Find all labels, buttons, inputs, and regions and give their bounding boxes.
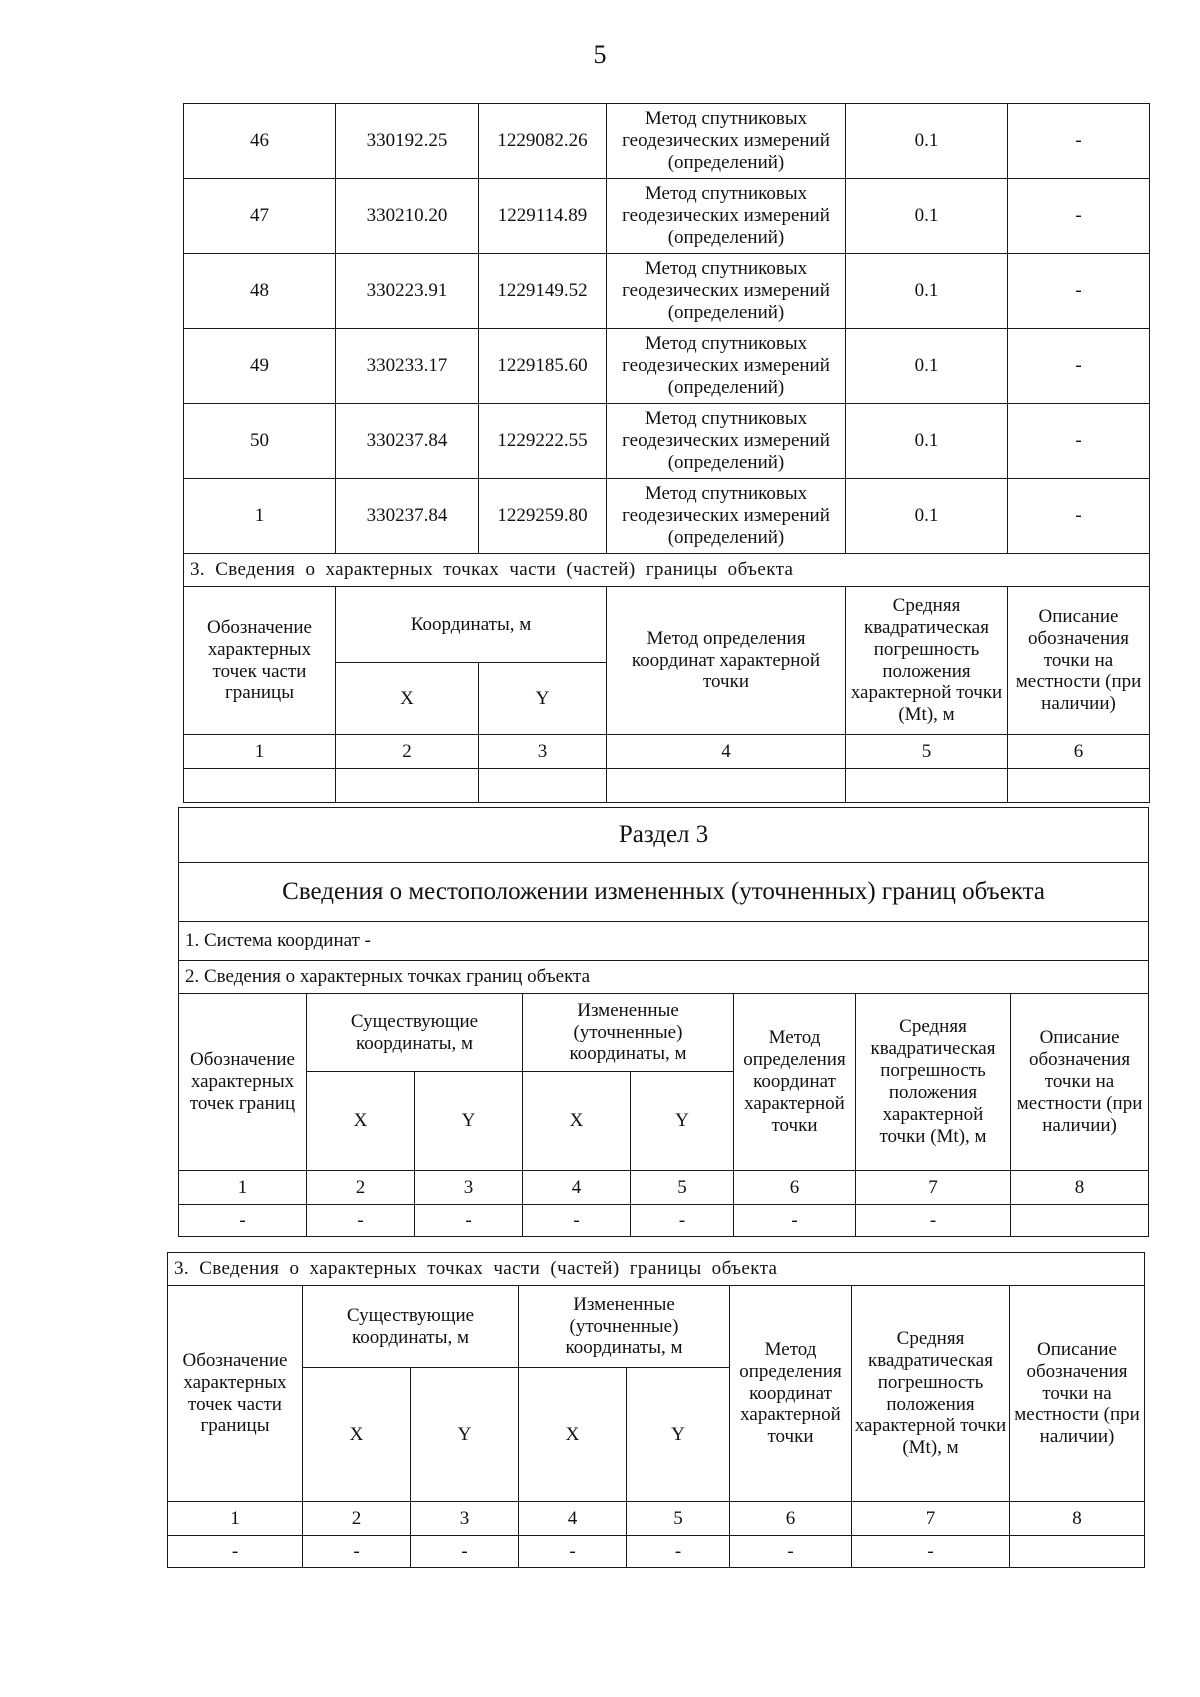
points-title: 2. Сведения о характерных точках границ объекта bbox=[179, 961, 1149, 994]
y-cell: 1229222.55 bbox=[479, 404, 607, 479]
column-number: 7 bbox=[852, 1502, 1010, 1536]
column-number: 5 bbox=[631, 1171, 734, 1205]
column-numbers-row bbox=[184, 735, 1150, 769]
x-header: X bbox=[519, 1368, 627, 1502]
section-heading: Сведения о местоположении измененных (уточненных) границ объекта bbox=[179, 863, 1149, 922]
dash-cell: - bbox=[307, 1205, 415, 1237]
mt-cell: 0.1 bbox=[846, 104, 1008, 179]
x-header: X bbox=[307, 1072, 415, 1171]
table-row bbox=[179, 1205, 1149, 1237]
method-cell: Метод спутниковых геодезических измерений (определений) bbox=[607, 479, 846, 554]
dash-cell: - bbox=[168, 1536, 303, 1568]
part-points-title: 3. Сведения о характерных точках части (частей) границы объекта bbox=[168, 1253, 1145, 1286]
table-row bbox=[184, 479, 1150, 554]
dash-cell: - bbox=[734, 1205, 856, 1237]
method-header: Метод определения координат характерной точки bbox=[734, 994, 856, 1171]
column-number: 3 bbox=[411, 1502, 519, 1536]
y-header: Y bbox=[627, 1368, 730, 1502]
column-number: 1 bbox=[168, 1502, 303, 1536]
empty-cell bbox=[184, 769, 336, 803]
dash-cell: - bbox=[523, 1205, 631, 1237]
dash-cell: - bbox=[856, 1205, 1011, 1237]
y-header: Y bbox=[415, 1072, 523, 1171]
dash-cell: - bbox=[411, 1536, 519, 1568]
method-header: Метод определения координат характерной точки bbox=[730, 1286, 852, 1502]
column-number: 7 bbox=[856, 1171, 1011, 1205]
point-cell: 49 bbox=[184, 329, 336, 404]
table-row bbox=[184, 104, 1150, 179]
column-number: 6 bbox=[730, 1502, 852, 1536]
desc-header: Описание обозначения точки на местности (при наличии) bbox=[1010, 1286, 1145, 1502]
dash-cell: - bbox=[627, 1536, 730, 1568]
x-cell: 330223.91 bbox=[336, 254, 479, 329]
method-cell: Метод спутниковых геодезических измерений (определений) bbox=[607, 404, 846, 479]
column-number: 2 bbox=[307, 1171, 415, 1205]
point-cell: 50 bbox=[184, 404, 336, 479]
column-number: 8 bbox=[1010, 1502, 1145, 1536]
empty-cell bbox=[846, 769, 1008, 803]
changed-coords-header: Измененные (уточненные) координаты, м bbox=[519, 1286, 730, 1368]
mt-cell: 0.1 bbox=[846, 329, 1008, 404]
page-number: 5 bbox=[593, 40, 607, 69]
designation-header: Обозначение характерных точек части границы bbox=[168, 1286, 303, 1502]
x-cell: 330237.84 bbox=[336, 479, 479, 554]
x-cell: 330210.20 bbox=[336, 179, 479, 254]
column-number: 6 bbox=[734, 1171, 856, 1205]
coords-header: Координаты, м bbox=[336, 587, 607, 663]
mt-header: Средняя квадратическая погрешность положения характерной точки (Mt), м bbox=[852, 1286, 1010, 1502]
column-number: 4 bbox=[523, 1171, 631, 1205]
dash-cell: - bbox=[730, 1536, 852, 1568]
y-cell: 1229259.80 bbox=[479, 479, 607, 554]
y-header: Y bbox=[411, 1368, 519, 1502]
mt-header: Средняя квадратическая погрешность положения характерной точки (Mt), м bbox=[846, 587, 1008, 735]
desc-cell: - bbox=[1008, 254, 1150, 329]
column-number: 6 bbox=[1008, 735, 1150, 769]
dash-cell: - bbox=[179, 1205, 307, 1237]
mt-cell: 0.1 bbox=[846, 404, 1008, 479]
desc-header: Описание обозначения точки на местности (при наличии) bbox=[1008, 587, 1150, 735]
x-header: X bbox=[523, 1072, 631, 1171]
method-cell: Метод спутниковых геодезических измерений (определений) bbox=[607, 329, 846, 404]
x-cell: 330192.25 bbox=[336, 104, 479, 179]
desc-cell: - bbox=[1008, 479, 1150, 554]
empty-cell bbox=[607, 769, 846, 803]
column-number: 8 bbox=[1011, 1171, 1149, 1205]
table-row bbox=[184, 254, 1150, 329]
dash-cell: - bbox=[303, 1536, 411, 1568]
coordinate-system: 1. Система координат - bbox=[179, 922, 1149, 961]
dash-cell: - bbox=[415, 1205, 523, 1237]
part-points-title: 3. Сведения о характерных точках части (частей) границы объекта bbox=[184, 554, 1150, 587]
column-number: 1 bbox=[184, 735, 336, 769]
point-cell: 47 bbox=[184, 179, 336, 254]
column-number: 3 bbox=[479, 735, 607, 769]
column-number: 2 bbox=[303, 1502, 411, 1536]
column-number: 3 bbox=[415, 1171, 523, 1205]
y-header: Y bbox=[479, 663, 607, 735]
changed-coords-header: Измененные (уточненные) координаты, м bbox=[523, 994, 734, 1072]
section-3-parts-table bbox=[167, 1252, 1145, 1568]
point-cell: 1 bbox=[184, 479, 336, 554]
section-title: Раздел 3 bbox=[179, 808, 1149, 863]
method-cell: Метод спутниковых геодезических измерений (определений) bbox=[607, 179, 846, 254]
coordinates-table-continued bbox=[183, 103, 1150, 803]
column-numbers-row bbox=[168, 1502, 1145, 1536]
x-header: X bbox=[303, 1368, 411, 1502]
table-row bbox=[184, 179, 1150, 254]
dash-cell: - bbox=[519, 1536, 627, 1568]
dash-cell: - bbox=[852, 1536, 1010, 1568]
method-cell: Метод спутниковых геодезических измерений (определений) bbox=[607, 104, 846, 179]
mt-cell: 0.1 bbox=[846, 254, 1008, 329]
x-header: X bbox=[336, 663, 479, 735]
y-header: Y bbox=[631, 1072, 734, 1171]
column-numbers-row bbox=[179, 1171, 1149, 1205]
empty-cell bbox=[1008, 769, 1150, 803]
desc-header: Описание обозначения точки на местности (при наличии) bbox=[1011, 994, 1149, 1171]
desc-cell: - bbox=[1008, 104, 1150, 179]
column-number: 2 bbox=[336, 735, 479, 769]
table-row bbox=[184, 329, 1150, 404]
existing-coords-header: Существующие координаты, м bbox=[303, 1286, 519, 1368]
desc-cell: - bbox=[1008, 179, 1150, 254]
existing-coords-header: Существующие координаты, м bbox=[307, 994, 523, 1072]
desc-cell: - bbox=[1008, 404, 1150, 479]
y-cell: 1229114.89 bbox=[479, 179, 607, 254]
dash-cell: - bbox=[631, 1205, 734, 1237]
point-cell: 48 bbox=[184, 254, 336, 329]
empty-cell bbox=[479, 769, 607, 803]
column-number: 1 bbox=[179, 1171, 307, 1205]
dash-cell bbox=[1010, 1536, 1145, 1568]
mt-header: Средняя квадратическая погрешность положения характерной точки (Mt), м bbox=[856, 994, 1011, 1171]
dash-cell bbox=[1011, 1205, 1149, 1237]
desc-cell: - bbox=[1008, 329, 1150, 404]
designation-header: Обозначение характерных точек границ bbox=[179, 994, 307, 1171]
mt-cell: 0.1 bbox=[846, 479, 1008, 554]
table-row bbox=[184, 404, 1150, 479]
method-cell: Метод спутниковых геодезических измерений (определений) bbox=[607, 254, 846, 329]
designation-header: Обозначение характерных точек части границы bbox=[184, 587, 336, 735]
table-row bbox=[168, 1536, 1145, 1568]
column-number: 4 bbox=[607, 735, 846, 769]
y-cell: 1229149.52 bbox=[479, 254, 607, 329]
column-number: 4 bbox=[519, 1502, 627, 1536]
section-3-table bbox=[178, 807, 1149, 1237]
y-cell: 1229185.60 bbox=[479, 329, 607, 404]
column-number: 5 bbox=[846, 735, 1008, 769]
point-cell: 46 bbox=[184, 104, 336, 179]
method-header: Метод определения координат характерной точки bbox=[607, 587, 846, 735]
empty-cell bbox=[336, 769, 479, 803]
mt-cell: 0.1 bbox=[846, 179, 1008, 254]
empty-row bbox=[184, 769, 1150, 803]
x-cell: 330233.17 bbox=[336, 329, 479, 404]
x-cell: 330237.84 bbox=[336, 404, 479, 479]
column-number: 5 bbox=[627, 1502, 730, 1536]
y-cell: 1229082.26 bbox=[479, 104, 607, 179]
